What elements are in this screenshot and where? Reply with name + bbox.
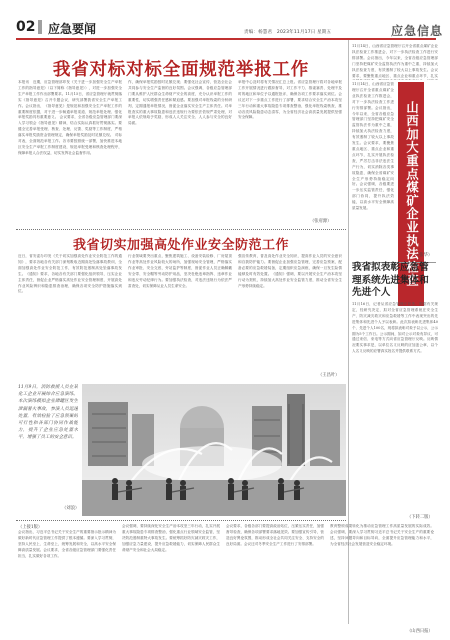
right-article-2-text: 11月16日，记者从省应急管理厅获悉，根据有关规定，经研究决定，拟对全省应急管理系统在安全生产、防灾减灾救灾和应急救援等工作中表现突出的先进集体和先进个人予以表彰。此次拟表彰先进集体40个、先进个人100名，现将拟表彰对象予以公示，公示期为5个工作日。公示期间，如对公示对象有异议，可通过来信、来电等方式向省应急管理厅反映。反映情况要实事求是，以单位名义反映的应加盖公章，以个人名义反映的应署真实姓名并提供联系方式。	[352, 302, 438, 354]
lead-paragraph-2: 会议要求，全省各级应急管理部门要深入学习领会《指导意见》精神，结合实际认真抓好贯彻落实。要健全完善举报受理、核查、处理、反馈、奖励等工作制度，严格落实举报奖励资金管理规定，确保举报奖励及时足额兑现。	[18, 115, 122, 138]
second-article-column-3: 强宣传教育，普及高处作业安全知识，提高作业人员的安全意识和自我防护能力。要督促企业加强应急管理，完善应急预案，配备必要的应急救援装备，定期组织应急演练，确保一旦发生险情能够及时有效处置。《通知》强调，要以开展安全生产治本攻坚行动为契机，持续加大高处作业安全监管力度，推动全省安全生产形势持续稳定。	[238, 254, 342, 288]
bottom-column-1: 会议指出，习近平总书记关于安全生产的重要指示批示精神为做好新时代应急管理工作提供了根本遵循。要深入学习贯彻，坚持人民至上、生命至上，统筹发展和安全，以高水平安全保障高质量发展。会议要求，全省各级应急管理部门要强化责任担当，扎实做好各项工作。	[18, 530, 116, 558]
photo-credit: （刘浪）	[62, 506, 80, 511]
header-rule	[16, 38, 436, 40]
lead-credit: （张府源）	[310, 219, 332, 224]
right-article-2-title: 我省拟表彰应急管理系统先进集体和先进个人	[352, 262, 429, 298]
second-credit: （王昌叶）	[318, 373, 340, 378]
second-article-title: 我省切实加强高处作业安全防范工作	[72, 238, 289, 253]
drill-scene-image	[82, 384, 346, 516]
bottom-divider	[16, 520, 346, 521]
right-article-text: 11月14日，山西省应急管理厅召开全省重点煤矿企业执法检查工作推进会，对下一步执法检查工作进行安排部署。会议指出，今年以来，全省各级应急管理部门坚持把煤矿安全监管执法作为重中之重，持续加大执法检查力度，有效遏制了较大以上事故发生。会议要求，要聚焦重点地区、重点企业和重点环节，扎实开展执法检查，严厉打击非法违法生产行为，切实消除各类事故隐患，确保全省煤矿安全生产形势持续稳定向好。会议强调，各级要进一步压实监管责任，强化部门协同，提升执法效能，以高水平安全保障高质量发展。	[352, 82, 394, 211]
right-vertical-title-text: 山西加大重点煤矿企业执法检查	[404, 100, 419, 288]
second-article-column-2: 行业领域要突出重点，聚焦建筑施工、设备安装检修、厂房屋顶作业等高处作业风险较大的场所，加强现场安全管理，严格落实作业审批、安全交底、旁站监护等制度，督促作业人员正确佩戴安全带、安全帽等劳动防护用品，坚决杜绝违章指挥、违章作业和违反劳动纪律行为。要加强执法检查，对违法违规行为依法严肃查处，切实保障从业人员生命安全。	[128, 254, 232, 288]
lead-paragraph-3: 对标对表，全面规范举报工作。各市要按照统一部署，加快推进本地区安全生产举报工作制度建设，规范举报受理和核查处理程序，保障举报人合法权益，切实发挥社会监督作用。	[18, 133, 122, 155]
bottom-credit: （山西日报）	[407, 629, 433, 634]
right-credit: （张华）	[415, 253, 433, 258]
continued-label: （上接1版）	[18, 525, 43, 530]
section-title: 应急要闻	[48, 22, 97, 36]
lead-paragraph-1: 本报讯 近期，应急管理部印发《关于进一步加强安全生产举报工作的指导意见》（以下简称《指导意见》），对进一步加强安全生产举报工作作出部署要求。11月15日，省应急管理厅就贯彻落实《指导意见》召开专题会议，研究部署我省安全生产举报工作。会议指出，《指导意见》是规范和加强安全生产举报工作的重要制度依据，对于进一步畅通举报渠道、规范举报处理、强化举报奖励具有重要意义。	[18, 80, 122, 120]
news-photo	[82, 384, 346, 516]
bottom-column-2: 会议强调，要持续深化安全生产治本攻坚三年行动，扎实开展重大事故隐患专项排查整治，强化重点行业领域安全监管，坚决防范遏制重特大事故发生。要统筹抓好防灾减灾救灾工作，加强应急力量建设，提升应急救援能力，切实保障人民群众生命财产安全和社会大局稳定。	[122, 524, 220, 552]
photo-caption: 11月9日，消防救援人员在某化工企业开展综合应急演练。本次演练模拟企业储罐区发生泄漏着火事故，参演人员迅速处置，有效检验了应急预案的可行性和各部门协同作战能力，提升了企业应急处置水平，增强了员工的安全意识。	[18, 385, 78, 441]
second-article-column-1: 近日，省安委办印发《关于切实加强高处作业安全防范工作的通知》，要求各地各有关部门深刻吸取近期高处坠落事故教训，全面加强高处作业安全防范工作，有效防范遏制高处坠落事故发生。《通知》要求，各地各有关部门要强化组织领导，压实企业主体责任，督促企业严格落实高处作业安全管理制度，开展高处作业风险辨识和隐患排查治理，确保各项安全防护措施落实到位。	[18, 254, 122, 294]
newspaper-logo: 应急信息	[391, 24, 444, 38]
bottom-column-3: 会议要求，各级各部门要提高政治站位，压紧压实责任，加强督导检查，确保各项部署要求落地见效。要加强宣传引导，营造良好舆论氛围，推动形成全社会共同关注安全、支持安全的良好局面。会议还对冬季安全生产工作进行了安排部署。	[226, 524, 324, 546]
right-article-intro: 11月14日，山西省应急管理厅召开全省重点煤矿企业执法检查工作推进会，对下一步执法检查工作进行安排部署。会议指出，今年以来，全省各级应急管理部门坚持把煤矿安全监管执法作为重中之重，持续加大执法检查力度，有效遏制了较大以上事故发生。会议要求，要聚焦重点地区、重点企业和重点环节，扎实	[352, 44, 438, 78]
section-divider	[16, 229, 346, 230]
bottom-column-4: 教育整顿成果转化为推动应急管理工作高质量发展的实际成效。会议强调，要深入学习贯彻习近平总书记关于安全生产的重要论述，坚持问题导向和目标导向，全面提升应急管理能力和水平，为全省经济社会发展营造安全稳定环境。	[330, 524, 434, 546]
page-number: 02	[16, 19, 36, 35]
lead-article-column-2: 作，确保举报奖励按时足额兑现；要强化社会宣传，营造全社会共同参与安全生产监督的良好氛围。会议强调，各级应急管理部门要从维护人民群众生命财产安全的高度，充分认识举报工作的重要性，切实增强责任感和紧迫感。要加强对举报线索的分析研判，定期通报举报情况，督促企业落实安全生产主体责任。对举报查实的重大事故隐患和违法违规行为要依法依规严肃处理，对举报人依规给予奖励，形成人人关注安全、人人参与安全的良好局面。	[128, 80, 232, 126]
lead-article-column-1	[18, 80, 122, 226]
lead-article-title: 我省对标对标全面规范举报工作	[52, 60, 310, 80]
lead-article-column-3: 举报中心及时将有关情况汇总上报。省应急管理厅将对各地举报工作开展情况进行跟踪督导，对工作不力、推诿塞责、处理不及时的地区和单位予以通报批评，确保各项工作要求落实到位。会议还对下一步重点工作进行了部署，要求结合安全生产治本攻坚三年行动和重大事故隐患专项排查整治，强化举报线索核查，推动各类风险隐患动态清零，为全省经济社会高质量发展提供坚强安全保障。	[238, 80, 342, 120]
section-marker	[38, 20, 42, 34]
date-line: 责编：杨慧君 2023年11月17日 星期五	[244, 30, 332, 35]
right-article-2-credit: （下转二版）	[407, 515, 433, 520]
